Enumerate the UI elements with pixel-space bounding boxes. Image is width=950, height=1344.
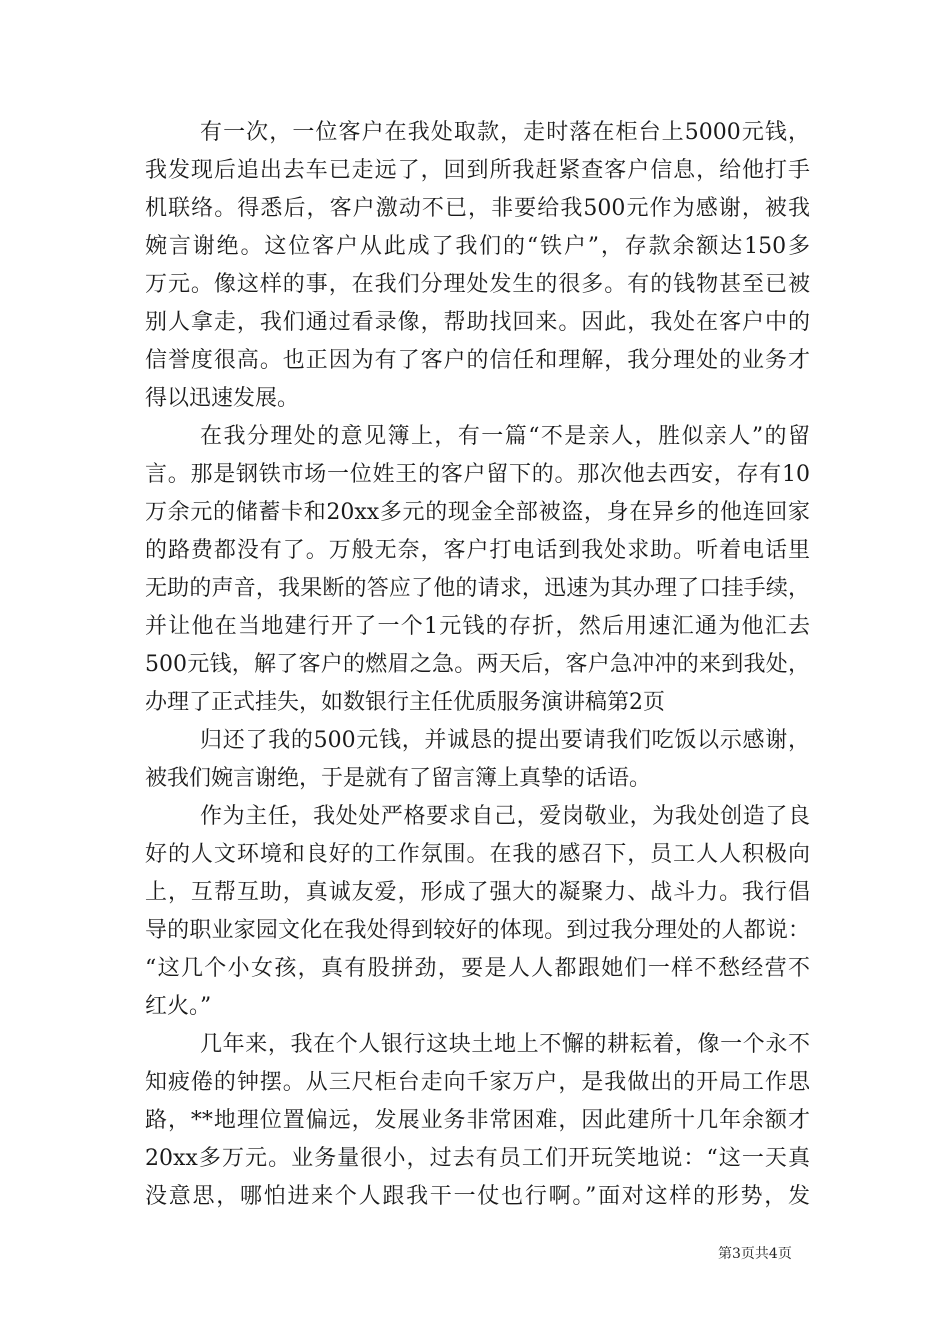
text-line: 几年来，我在个人银行这块土地上不懈的耕耘着，像一个永不 — [200, 1032, 810, 1057]
text-line: “这几个小女孩，真有股拼劲，要是人人都跟她们一样不愁经营不 — [145, 956, 810, 981]
text-line: 有一次，一位客户在我处取款，走时落在柜台上5000元钱， — [200, 120, 810, 145]
text-line: 在我分理处的意见簿上，有一篇“不是亲人，胜似亲人”的留 — [200, 424, 810, 449]
text-line: 作为主任，我处处严格要求自己，爱岗敬业，为我处创造了良 — [200, 804, 810, 829]
text-line: 红火。” — [145, 994, 212, 1019]
text-line: 上，互帮互助，真诚友爱，形成了强大的凝聚力、战斗力。我行倡 — [145, 880, 810, 905]
page-number-footer: 第3页共4页 — [718, 1246, 792, 1262]
text-line: 被我们婉言谢绝，于是就有了留言簿上真挚的话语。 — [145, 766, 652, 791]
text-line: 机联络。得悉后，客户激动不已，非要给我500元作为感谢，被我 — [145, 196, 810, 221]
text-line: 办理了正式挂失，如数银行主任优质服务演讲稿第2页 — [145, 690, 665, 715]
text-line: 没意思，哪怕进来个人跟我干一仗也行啊。”面对这样的形势，发 — [145, 1184, 810, 1209]
text-line: 并让他在当地建行开了一个1元钱的存折，然后用速汇通为他汇去 — [145, 614, 810, 639]
text-line: 好的人文环境和良好的工作氛围。在我的感召下，员工人人积极向 — [145, 842, 810, 867]
text-line: 500元钱，解了客户的燃眉之急。两天后，客户急冲冲的来到我处， — [145, 652, 810, 677]
text-line: 的路费都没有了。万般无奈，客户打电话到我处求助。听着电话里 — [145, 538, 810, 563]
text-line: 归还了我的500元钱，并诚恳的提出要请我们吃饭以示感谢， — [200, 728, 810, 753]
text-line: 婉言谢绝。这位客户从此成了我们的“铁户”，存款余额达150多 — [145, 234, 810, 259]
text-line: 信誉度很高。也正因为有了客户的信任和理解，我分理处的业务才 — [145, 348, 810, 373]
text-line: 无助的声音，我果断的答应了他的请求，迅速为其办理了口挂手续， — [145, 576, 810, 601]
text-line: 路，**地理位置偏远，发展业务非常困难，因此建所十几年余额才 — [145, 1108, 810, 1133]
text-line: 言。那是钢铁市场一位姓王的客户留下的。那次他去西安，存有10 — [145, 462, 810, 487]
text-line: 我发现后追出去车已走远了，回到所我赶紧查客户信息，给他打手 — [145, 158, 810, 183]
text-line: 别人拿走，我们通过看录像，帮助找回来。因此，我处在客户中的 — [145, 310, 810, 335]
text-line: 得以迅速发展。 — [145, 386, 300, 411]
text-line: 导的职业家园文化在我处得到较好的体现。到过我分理处的人都说： — [145, 918, 810, 943]
text-line: 万元。像这样的事，在我们分理处发生的很多。有的钱物甚至已被 — [145, 272, 810, 297]
text-line: 20xx多万元。业务量很小，过去有员工们开玩笑地说：“这一天真 — [145, 1146, 810, 1171]
text-line: 万余元的储蓄卡和20xx多元的现金全部被盗，身在异乡的他连回家 — [145, 500, 810, 525]
text-line: 知疲倦的钟摆。从三尺柜台走向千家万户，是我做出的开局工作思 — [145, 1070, 810, 1095]
